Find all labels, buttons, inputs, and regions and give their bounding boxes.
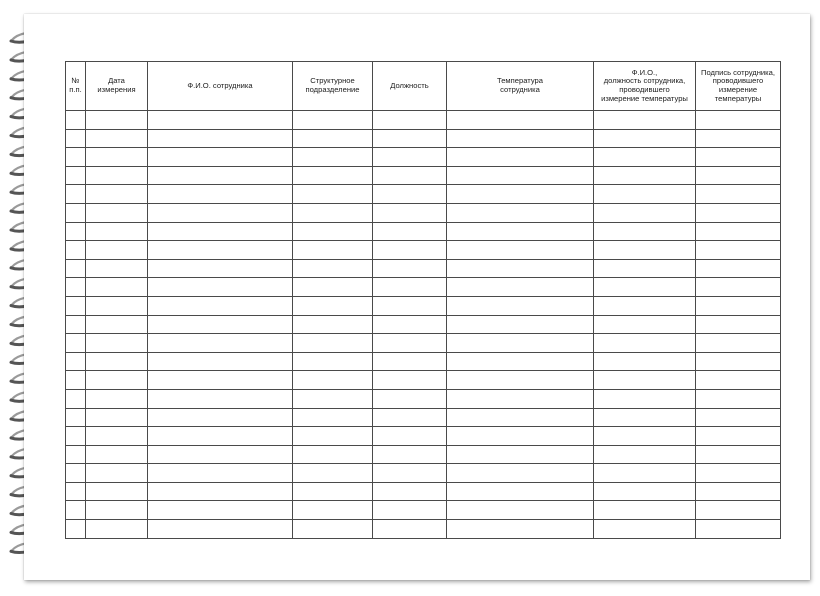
column-header-temperature: Температура сотрудника (447, 62, 594, 111)
table-cell[interactable] (66, 334, 86, 353)
table-cell[interactable] (66, 222, 86, 241)
table-cell[interactable] (293, 129, 373, 148)
table-cell[interactable] (696, 427, 781, 446)
table-cell[interactable] (293, 222, 373, 241)
table-row (66, 520, 781, 539)
table-cell[interactable] (293, 315, 373, 334)
table-cell[interactable] (696, 371, 781, 390)
table-cell[interactable] (293, 482, 373, 501)
table-cell[interactable] (696, 315, 781, 334)
table-cell[interactable] (293, 501, 373, 520)
table-cell[interactable] (148, 334, 293, 353)
table-row (66, 445, 781, 464)
table-cell[interactable] (86, 129, 148, 148)
table-cell[interactable] (594, 371, 696, 390)
table-cell[interactable] (86, 389, 148, 408)
table-cell[interactable] (66, 482, 86, 501)
table-cell[interactable] (86, 166, 148, 185)
column-header-employee-name: Ф.И.О. сотрудника (148, 62, 293, 111)
table-cell[interactable] (148, 129, 293, 148)
table-cell[interactable] (66, 371, 86, 390)
table-cell[interactable] (594, 427, 696, 446)
table-cell[interactable] (447, 427, 594, 446)
table-cell[interactable] (66, 315, 86, 334)
table-cell[interactable] (594, 241, 696, 260)
table-cell[interactable] (447, 111, 594, 130)
table-row (66, 148, 781, 167)
column-header-measurer: Ф.И.О., должность сотрудника, проводившего измерение температуры (594, 62, 696, 111)
table-cell[interactable] (293, 278, 373, 297)
table-cell[interactable] (66, 445, 86, 464)
table-cell[interactable] (86, 371, 148, 390)
table-cell[interactable] (373, 464, 447, 483)
temperature-log-table (65, 61, 781, 539)
table-cell[interactable] (86, 334, 148, 353)
table-cell[interactable] (66, 501, 86, 520)
table-cell[interactable] (373, 278, 447, 297)
table-cell[interactable] (86, 352, 148, 371)
table-row (66, 371, 781, 390)
table-cell[interactable] (66, 408, 86, 427)
table-cell[interactable] (594, 315, 696, 334)
table-cell[interactable] (373, 166, 447, 185)
table-row (66, 185, 781, 204)
column-header-department: Структурное подразделение (293, 62, 373, 111)
table-cell[interactable] (148, 464, 293, 483)
table-cell[interactable] (86, 203, 148, 222)
table-cell[interactable] (66, 166, 86, 185)
table-cell[interactable] (293, 352, 373, 371)
table-cell[interactable] (696, 148, 781, 167)
table-cell[interactable] (86, 501, 148, 520)
table-cell[interactable] (293, 389, 373, 408)
table-cell[interactable] (696, 352, 781, 371)
table-cell[interactable] (447, 222, 594, 241)
table-cell[interactable] (66, 296, 86, 315)
table-cell[interactable] (148, 185, 293, 204)
table-cell[interactable] (148, 520, 293, 539)
table-cell[interactable] (696, 520, 781, 539)
table-cell[interactable] (447, 408, 594, 427)
table-cell[interactable] (373, 389, 447, 408)
table-cell[interactable] (447, 185, 594, 204)
column-header-signature: Подпись сотрудника, проводившего измерение температуры (696, 62, 781, 111)
table-cell[interactable] (86, 464, 148, 483)
table-header-row (66, 62, 781, 111)
table-cell[interactable] (66, 520, 86, 539)
table-cell[interactable] (594, 278, 696, 297)
table-cell[interactable] (594, 185, 696, 204)
table-cell[interactable] (148, 296, 293, 315)
table-row (66, 129, 781, 148)
table-cell[interactable] (148, 501, 293, 520)
table-cell[interactable] (373, 520, 447, 539)
table-cell[interactable] (86, 315, 148, 334)
table-cell[interactable] (66, 389, 86, 408)
table-cell[interactable] (148, 203, 293, 222)
table-cell[interactable] (86, 445, 148, 464)
table-cell[interactable] (293, 371, 373, 390)
table-cell[interactable] (86, 259, 148, 278)
table-cell[interactable] (66, 129, 86, 148)
table-cell[interactable] (447, 389, 594, 408)
table-cell[interactable] (148, 259, 293, 278)
table-cell[interactable] (594, 445, 696, 464)
table-cell[interactable] (86, 148, 148, 167)
table-cell[interactable] (293, 408, 373, 427)
table-cell[interactable] (148, 408, 293, 427)
table-cell[interactable] (66, 241, 86, 260)
table-row (66, 352, 781, 371)
table-cell[interactable] (594, 148, 696, 167)
table-cell[interactable] (148, 482, 293, 501)
table-cell[interactable] (148, 389, 293, 408)
table-cell[interactable] (293, 296, 373, 315)
table-cell[interactable] (293, 111, 373, 130)
table-cell[interactable] (447, 352, 594, 371)
table-row (66, 334, 781, 353)
table-cell[interactable] (293, 203, 373, 222)
table-cell[interactable] (148, 427, 293, 446)
table-cell[interactable] (447, 315, 594, 334)
table-cell[interactable] (594, 352, 696, 371)
table-cell[interactable] (148, 352, 293, 371)
table-cell[interactable] (148, 166, 293, 185)
table-cell[interactable] (594, 222, 696, 241)
table-cell[interactable] (86, 408, 148, 427)
table-cell[interactable] (594, 501, 696, 520)
table-cell[interactable] (148, 111, 293, 130)
table-cell[interactable] (447, 520, 594, 539)
table-cell[interactable] (373, 222, 447, 241)
table-cell[interactable] (148, 241, 293, 260)
table-cell[interactable] (66, 427, 86, 446)
table-cell[interactable] (696, 278, 781, 297)
table-cell[interactable] (66, 259, 86, 278)
table-cell[interactable] (86, 427, 148, 446)
table-row (66, 408, 781, 427)
table-row (66, 241, 781, 260)
table-cell[interactable] (373, 408, 447, 427)
table-cell[interactable] (696, 389, 781, 408)
table-cell[interactable] (86, 111, 148, 130)
table-cell[interactable] (447, 501, 594, 520)
table-row (66, 111, 781, 130)
table-cell[interactable] (373, 371, 447, 390)
table-cell[interactable] (594, 259, 696, 278)
table-cell[interactable] (594, 389, 696, 408)
table-cell[interactable] (447, 166, 594, 185)
table-cell[interactable] (447, 371, 594, 390)
table-cell[interactable] (696, 241, 781, 260)
table-cell[interactable] (373, 482, 447, 501)
table-cell[interactable] (594, 296, 696, 315)
table-cell[interactable] (86, 520, 148, 539)
table-cell[interactable] (594, 464, 696, 483)
table-cell[interactable] (373, 501, 447, 520)
table-cell[interactable] (447, 296, 594, 315)
table-cell[interactable] (66, 185, 86, 204)
table-cell[interactable] (66, 352, 86, 371)
journal-page (24, 14, 810, 580)
table-cell[interactable] (447, 241, 594, 260)
table-cell[interactable] (447, 148, 594, 167)
table-cell[interactable] (86, 241, 148, 260)
table-cell[interactable] (373, 148, 447, 167)
table-cell[interactable] (293, 334, 373, 353)
table-cell[interactable] (696, 111, 781, 130)
table-cell[interactable] (86, 222, 148, 241)
table-cell[interactable] (148, 278, 293, 297)
table-row (66, 278, 781, 297)
table-cell[interactable] (86, 185, 148, 204)
table-row (66, 482, 781, 501)
table-cell[interactable] (148, 315, 293, 334)
table-cell[interactable] (293, 259, 373, 278)
table-cell[interactable] (696, 166, 781, 185)
table-cell[interactable] (373, 445, 447, 464)
table-cell[interactable] (447, 278, 594, 297)
column-header-date: Дата измерения (86, 62, 148, 111)
table-cell[interactable] (86, 278, 148, 297)
table-cell[interactable] (293, 427, 373, 446)
table-cell[interactable] (373, 315, 447, 334)
table-cell[interactable] (86, 482, 148, 501)
column-header-position: Должность (373, 62, 447, 111)
table-row (66, 315, 781, 334)
table-cell[interactable] (594, 482, 696, 501)
table-cell[interactable] (447, 203, 594, 222)
table-row (66, 464, 781, 483)
table-cell[interactable] (66, 111, 86, 130)
table-cell[interactable] (373, 111, 447, 130)
table-cell[interactable] (66, 148, 86, 167)
table-row (66, 501, 781, 520)
table-cell[interactable] (696, 203, 781, 222)
table-cell[interactable] (696, 129, 781, 148)
table-row (66, 203, 781, 222)
table-cell[interactable] (696, 259, 781, 278)
table-cell[interactable] (293, 166, 373, 185)
table-cell[interactable] (293, 445, 373, 464)
table-body (66, 111, 781, 539)
table-cell[interactable] (148, 222, 293, 241)
table-cell[interactable] (148, 371, 293, 390)
table-cell[interactable] (293, 241, 373, 260)
table-cell[interactable] (594, 408, 696, 427)
table-cell[interactable] (594, 520, 696, 539)
table-row (66, 222, 781, 241)
table-cell[interactable] (447, 334, 594, 353)
table-cell[interactable] (373, 241, 447, 260)
table-cell[interactable] (447, 482, 594, 501)
table-cell[interactable] (148, 445, 293, 464)
table-row (66, 259, 781, 278)
table-cell[interactable] (696, 296, 781, 315)
table-cell[interactable] (293, 520, 373, 539)
table-row (66, 166, 781, 185)
table-cell[interactable] (696, 185, 781, 204)
table-cell[interactable] (447, 129, 594, 148)
table-cell[interactable] (696, 408, 781, 427)
table-cell[interactable] (373, 427, 447, 446)
table-cell[interactable] (148, 148, 293, 167)
table-cell[interactable] (447, 464, 594, 483)
table-cell[interactable] (594, 203, 696, 222)
table-cell[interactable] (373, 352, 447, 371)
column-header-number: № п.п. (66, 62, 86, 111)
table-cell[interactable] (373, 334, 447, 353)
table-cell[interactable] (696, 501, 781, 520)
table-cell[interactable] (447, 259, 594, 278)
table-cell[interactable] (66, 203, 86, 222)
table-cell[interactable] (373, 203, 447, 222)
table-row (66, 389, 781, 408)
table-cell[interactable] (696, 334, 781, 353)
table-cell[interactable] (447, 445, 594, 464)
table-cell[interactable] (373, 296, 447, 315)
table-row (66, 296, 781, 315)
table-cell[interactable] (594, 334, 696, 353)
table-cell[interactable] (696, 222, 781, 241)
table-cell[interactable] (293, 185, 373, 204)
table-cell[interactable] (293, 464, 373, 483)
table-cell[interactable] (373, 185, 447, 204)
table-cell[interactable] (594, 111, 696, 130)
table-cell[interactable] (696, 464, 781, 483)
table-cell[interactable] (66, 464, 86, 483)
table-cell[interactable] (86, 296, 148, 315)
table-cell[interactable] (373, 129, 447, 148)
table-cell[interactable] (293, 148, 373, 167)
table-cell[interactable] (594, 166, 696, 185)
table-cell[interactable] (66, 278, 86, 297)
table-cell[interactable] (696, 445, 781, 464)
table-cell[interactable] (373, 259, 447, 278)
table-row (66, 427, 781, 446)
table-cell[interactable] (696, 482, 781, 501)
table-cell[interactable] (594, 129, 696, 148)
